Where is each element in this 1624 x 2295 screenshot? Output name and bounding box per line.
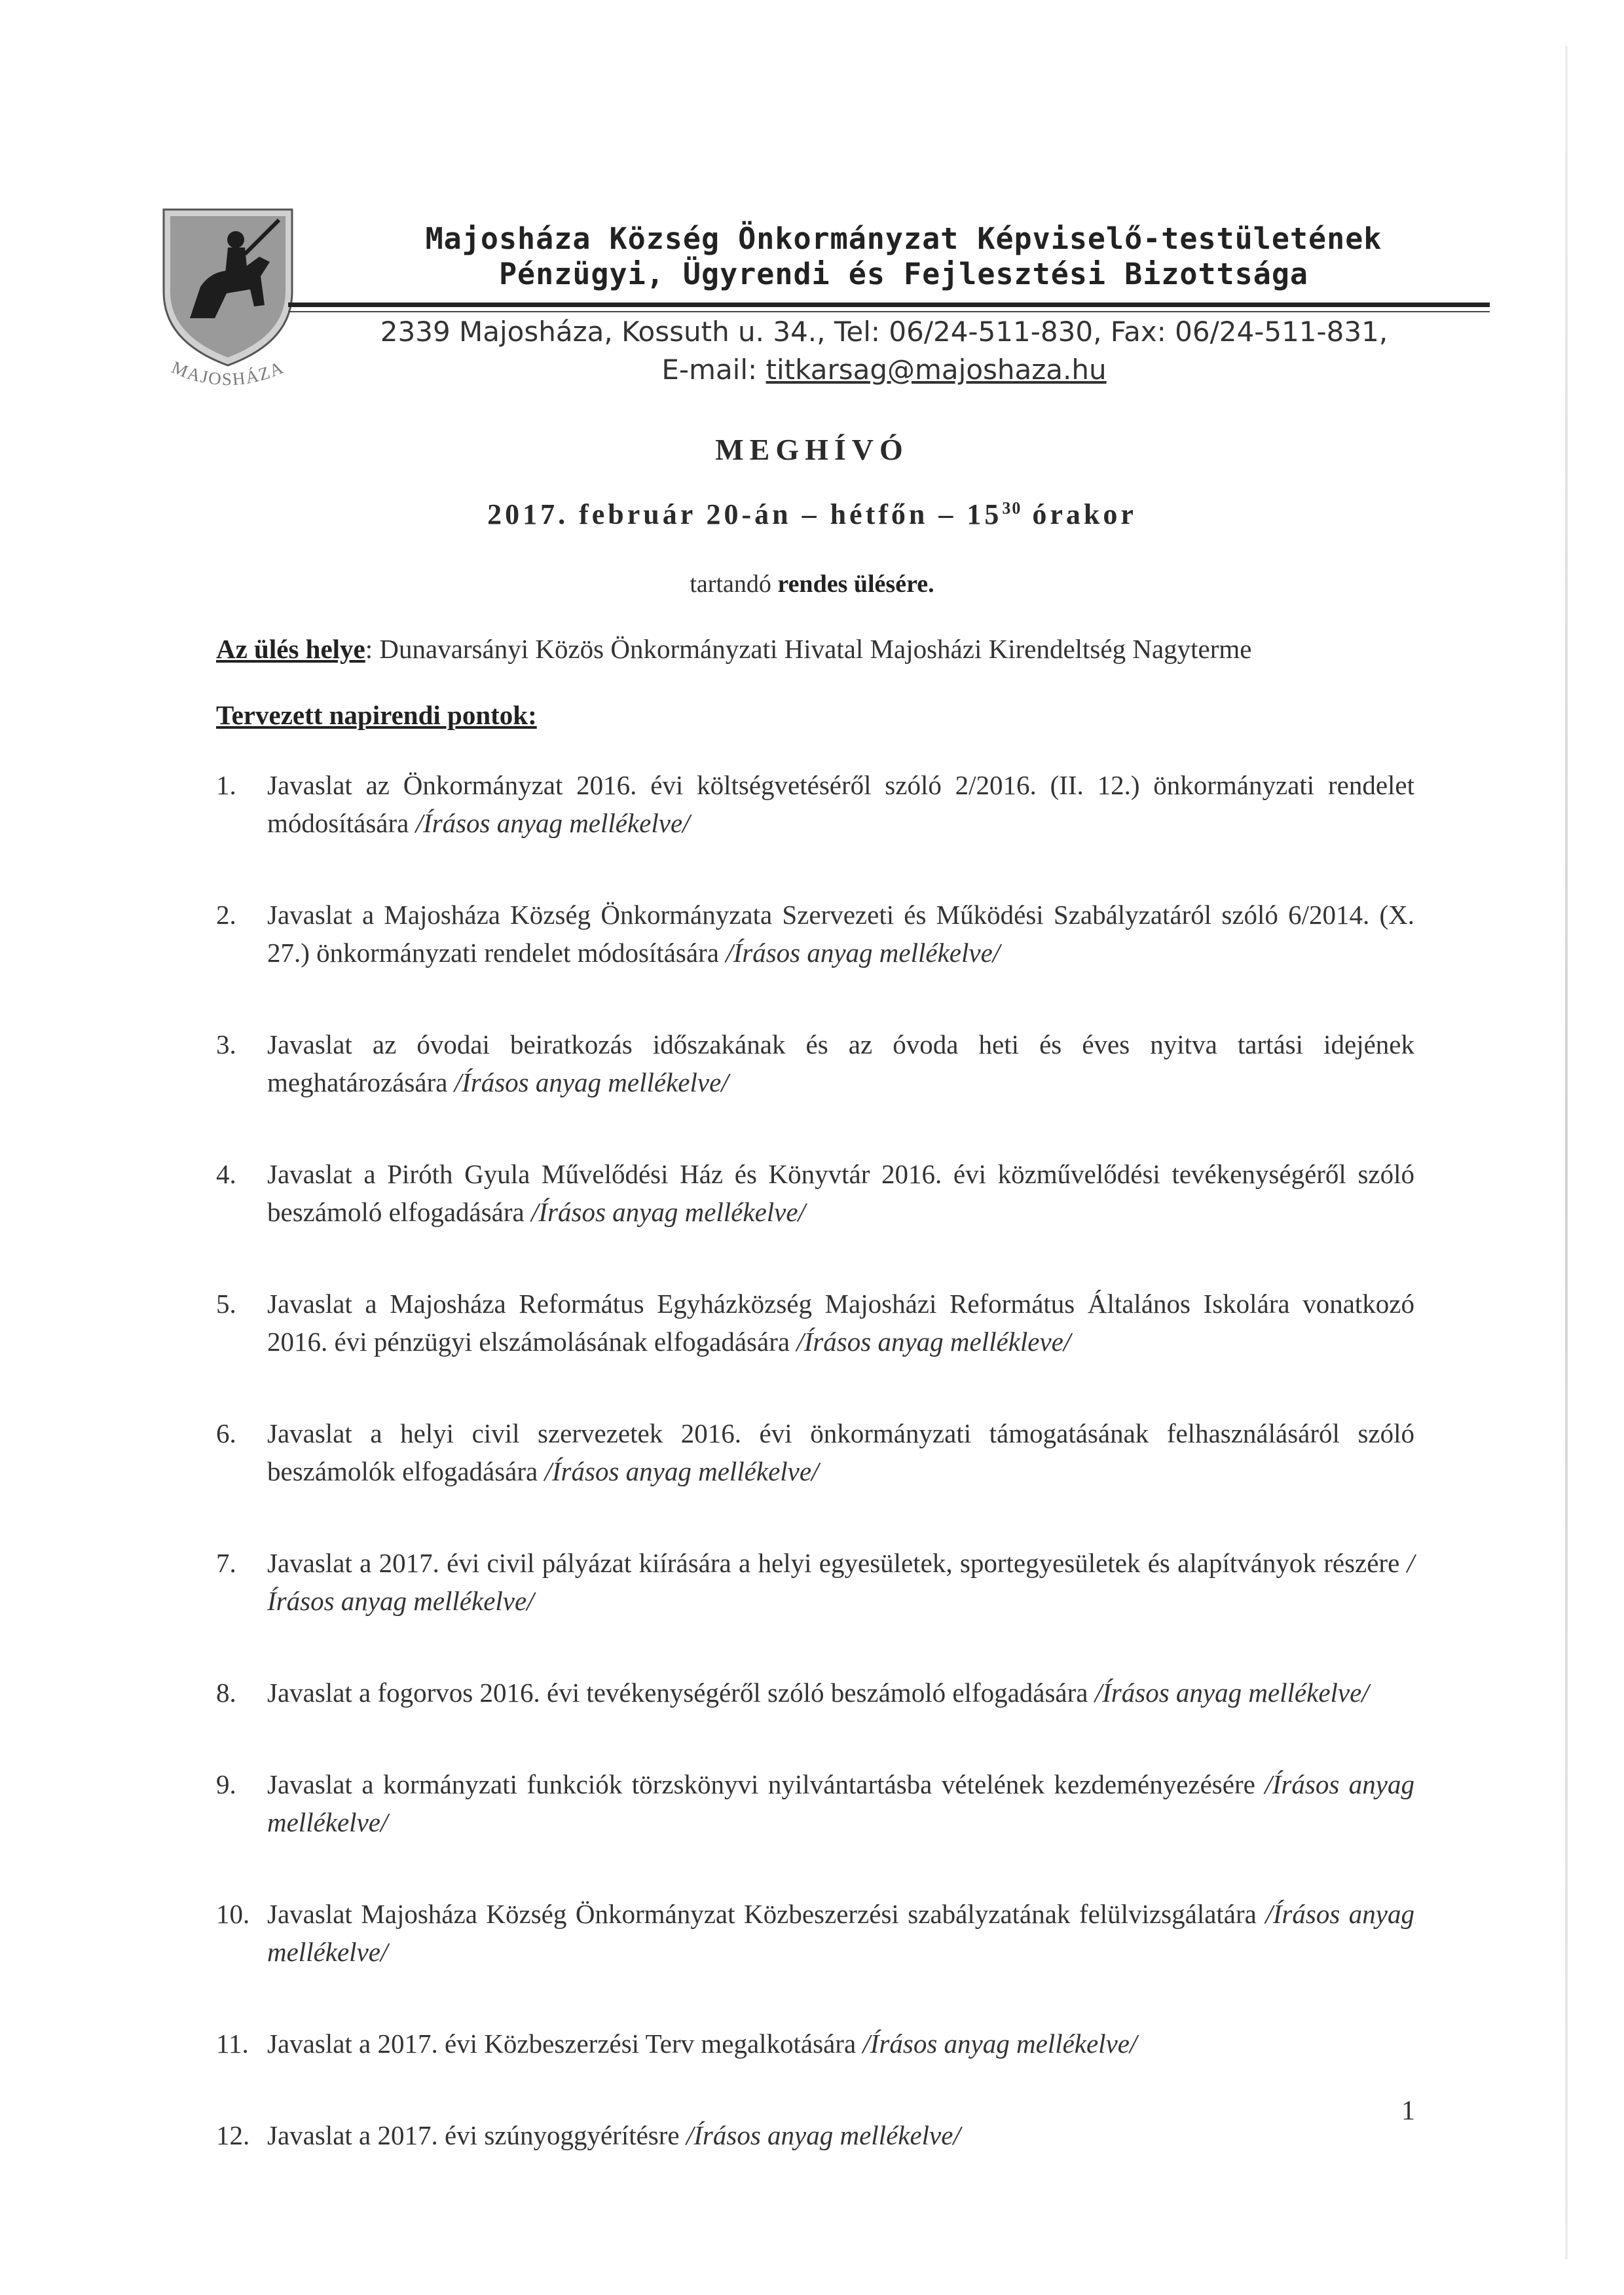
agenda-item-text: Javaslat a kormányzati funkciók törzskönyvi nyilvántartásba vételének kezdeményezésére — [267, 1769, 1265, 1799]
attachment-note: /Írásos anyag mellékelve/ — [415, 808, 690, 838]
venue — [216, 633, 1251, 665]
agenda-item — [216, 2116, 1414, 2154]
header-rule-thin — [288, 311, 1490, 312]
agenda-item-number: 4. — [216, 1159, 236, 1189]
page-number: 1 — [1401, 2096, 1415, 2126]
attachment-note: /Írásos anyag mellékleve/ — [796, 1327, 1071, 1357]
agenda-item-number: 3. — [216, 1029, 236, 1059]
attachment-note: /Írásos anyag mellékelve/ — [267, 1769, 1415, 1837]
agenda-list — [216, 766, 1414, 2208]
meeting-type — [0, 570, 1624, 598]
meeting-time-suffix: órakor — [1022, 498, 1137, 530]
agenda-item — [216, 766, 1414, 842]
contact-email-line — [327, 354, 1441, 386]
agenda-item-text: Javaslat a 2017. évi Közbeszerzési Terv megalkotására — [267, 2029, 863, 2059]
header-rule — [288, 303, 1490, 307]
coat-of-arms-logo — [149, 194, 306, 390]
org-name-line1: Majosháza Község Önkormányzat Képviselő-testületének — [425, 221, 1382, 256]
attachment-note: /Írásos anyag mellékelve/ — [530, 1197, 805, 1227]
agenda-item-number: 6. — [216, 1418, 236, 1448]
attachment-note: /Írásos anyag mellékelve/ — [1094, 1678, 1369, 1708]
agenda-item — [216, 1895, 1414, 1971]
crest-lettering: MAJOSHÁZA — [168, 357, 287, 390]
meeting-time-minutes: 30 — [1002, 498, 1022, 518]
agenda-item-text: Javaslat Majosháza Község Önkormányzat Közbeszerzési szabályzatának felülvizsgálatára — [267, 1899, 1266, 1929]
agenda-item-number: 7. — [216, 1548, 236, 1578]
agenda-item — [216, 1674, 1414, 1712]
agenda-item-number: 8. — [216, 1678, 236, 1708]
agenda-item-text: Javaslat a Majosháza Község Önkormányzata Szervezeti és Működési Szabályzatáról szóló 6/2014. (X. 27.) önkormányzati rendelet módosítására — [267, 900, 1414, 968]
attachment-note: /Írásos anyag mellékelve/ — [862, 2029, 1137, 2059]
scan-edge — [1565, 46, 1568, 2259]
agenda-item — [216, 1285, 1414, 1361]
agenda-item-number: 5. — [216, 1289, 236, 1319]
meeting-date-text: 2017. február 20-án – hétfőn – 15 — [487, 498, 1003, 530]
meeting-type-prefix: tartandó — [690, 570, 778, 598]
email-link[interactable]: titkarsag@majoshaza.hu — [766, 354, 1107, 386]
agenda-item-number: 2. — [216, 900, 236, 930]
venue-text: : Dunavarsányi Közös Önkormányzati Hivatal Majosházi Kirendeltség Nagyterme — [365, 634, 1252, 664]
agenda-item-text: Javaslat a helyi civil szervezetek 2016. évi önkormányzati támogatásának felhasználásáról szóló beszámolók elfogadására — [267, 1418, 1414, 1486]
agenda-item — [216, 1155, 1414, 1231]
agenda-item — [216, 1544, 1414, 1620]
attachment-note: /Írásos anyag mellékelve/ — [686, 2120, 961, 2150]
attachment-note: /Írásos anyag mellékelve/ — [454, 1067, 729, 1097]
attachment-note: /Írásos anyag mellékelve/ — [267, 1548, 1414, 1616]
agenda-item — [216, 2025, 1414, 2063]
attachment-note: /Írásos anyag mellékelve/ — [267, 1899, 1414, 1967]
agenda-item-text: Javaslat a fogorvos 2016. évi tevékenységéről szóló beszámoló elfogadására — [267, 1678, 1095, 1708]
agenda-item — [216, 1025, 1414, 1101]
agenda-item-text: Javaslat a 2017. évi civil pályázat kiírására a helyi egyesületek, sportegyesületek és alapítványok részére — [267, 1548, 1407, 1578]
agenda-item-number: 12. — [216, 2120, 250, 2150]
email-label: E-mail: — [661, 354, 766, 386]
agenda-item-text: Javaslat az óvodai beiratkozás időszakának és az óvoda heti és éves nyitva tartási idejének meghatározására — [267, 1029, 1414, 1097]
agenda-item-text: Javaslat a Majosháza Református Egyházközség Majosházi Református Általános Iskolára vonatkozó 2016. évi pénzügyi elszámolásának elfogadására — [267, 1289, 1414, 1357]
agenda-heading: Tervezett napirendi pontok: — [216, 700, 537, 730]
document-title: MEGHÍVÓ — [715, 433, 909, 466]
agenda-item-number: 10. — [216, 1899, 250, 1929]
attachment-note: /Írásos anyag mellékelve/ — [726, 938, 1001, 968]
agenda-item-text: Javaslat a Piróth Gyula Művelődési Ház és Könyvtár 2016. évi közművelődési tevékenységéről szóló beszámoló elfogadására — [267, 1159, 1414, 1227]
agenda-item — [216, 1414, 1414, 1490]
meeting-date — [0, 498, 1624, 531]
agenda-item-number: 9. — [216, 1769, 236, 1799]
attachment-note: /Írásos anyag mellékelve/ — [544, 1456, 819, 1486]
agenda-item-number: 11. — [216, 2029, 249, 2059]
org-name-line2: Pénzügyi, Ügyrendi és Fejlesztési Bizottsága — [498, 257, 1309, 291]
contact-address: 2339 Majosháza, Kossuth u. 34., Tel: 06/24-511-830, Fax: 06/24-511-831, — [380, 316, 1388, 348]
agenda-item — [216, 896, 1414, 972]
agenda-item-text: Javaslat a 2017. évi szúnyoggyérítésre — [267, 2120, 686, 2150]
agenda-item — [216, 1765, 1414, 1841]
agenda-item-number: 1. — [216, 770, 236, 800]
venue-label: Az ülés helye — [216, 634, 365, 664]
agenda-item-text: Javaslat az Önkormányzat 2016. évi költségvetéséről szóló 2/2016. (II. 12.) önkormányzati rendelet módosítására — [267, 770, 1414, 838]
meeting-type-bold: rendes ülésére. — [777, 570, 934, 598]
